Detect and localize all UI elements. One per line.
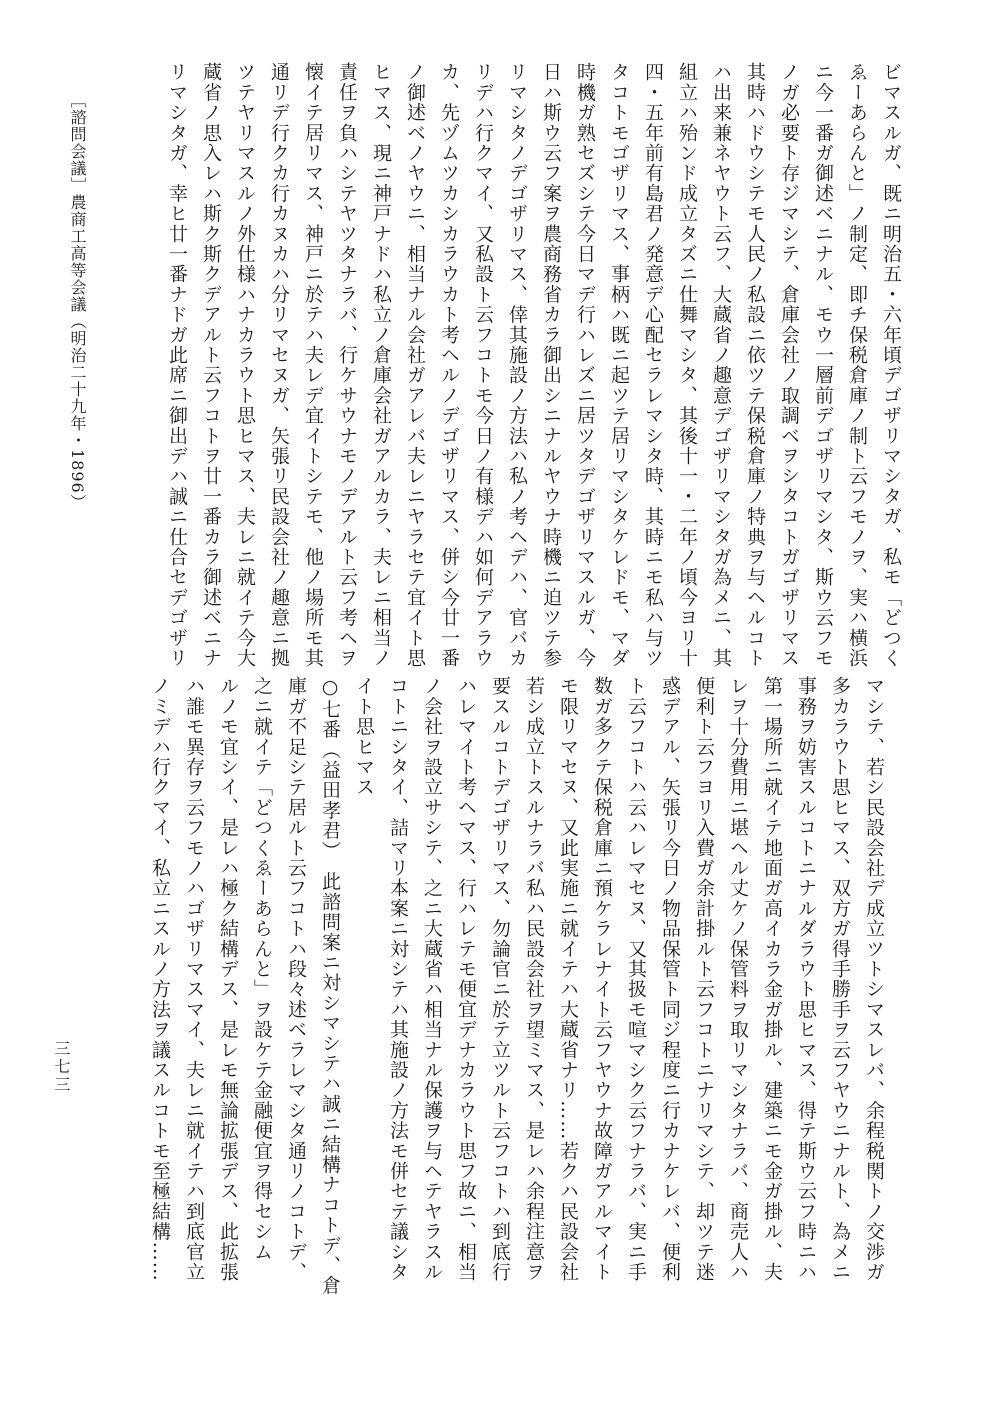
text-line: 多カラウト思ヒマス、双方ガ得手勝手ヲ云フヤウニナルト、為メニ	[829, 676, 851, 1282]
text-line: 四・五年前有島君ノ発意デ心配セラレマシタ時、其時ニモ私ハ与ツ	[642, 62, 664, 668]
running-header	[62, 92, 92, 652]
upper-text-block	[160, 62, 908, 668]
text-line: 其時ハドウシテモ人民ノ私設ニ依ツテ保税倉庫ノ特典ヲ与ヘルコト	[744, 62, 766, 668]
text-line: 数ガ多クテ保税倉庫ニ預ケラレナイト云フヤウナ故障ガアルマイト	[591, 676, 613, 1282]
text-line: 事務ヲ妨害スルコトニナルダラウト思ヒマス、得テ斯ウ云フ時ニハ	[795, 676, 817, 1282]
header-era: （明治二十九年・1896）	[68, 313, 87, 511]
text-line: 蔵省ノ思入レハ斯ク斯クデアルト云フコトヲ廿一番カラ御述ベニナ	[200, 62, 222, 668]
header-title: 農商工高等会議	[68, 194, 87, 313]
text-line: ノミデハ行クマイ、私立ニスルノ方法ヲ議スルコトモ至極結構……	[149, 676, 171, 1282]
section-label: ［諮問会議］	[68, 92, 87, 194]
text-line: 通リデ行クカ行カヌカハ分リマセヌガ、矢張リ民設会社ノ趣意ニ拠	[268, 62, 290, 668]
text-line: 庫ガ不足シテ居ルト云フコトハ段々述ベラレマシタ通リノコトデ、	[285, 676, 307, 1282]
text-line: 懐イテ居リマス、神戸ニ於テハ夫レデ宜イトシテモ、他ノ場所モ其	[302, 62, 324, 668]
text-line: ト云フコトハ云ハレマセヌ、又其扱モ喧マシク云フナラバ、実ニ手	[625, 676, 647, 1282]
text-line: ハレマイト考ヘマス、行ハレテモ便宜デナカラウト思フ故ニ、相当	[455, 676, 477, 1282]
text-line: ルノモ宜シイ、是レハ極ク結構デス、是レモ無論拡張デス、此拡張	[217, 676, 239, 1282]
text-line: イト思ヒマス	[353, 676, 375, 798]
text-line: ニ今一番ガ御述ベニナル、モウ一層前デゴザリマシタ、斯ウ云フモ	[812, 62, 834, 668]
lower-text-block	[143, 676, 891, 1306]
text-line: カ、先ヅムツカシカラウカト考ヘルノデゴザリマス、併シ今廿一番	[438, 62, 460, 668]
text-line: ツテヤリマスルノ外仕様ハナカラウト思ヒマス、夫レニ就イテ今大	[234, 62, 256, 668]
text-line: 若シ成立トスルナラバ私ハ民設会社ヲ望ミマス、是レハ余程注意ヲ	[523, 676, 545, 1282]
text-line: 時機ガ熟セズシテ今日マデ行ハレズニ居ツタデゴザリマスルガ、今	[574, 62, 596, 668]
text-line: 要スルコトデゴザリマス、勿論官ニ於テ立ツルト云フコトハ到底行	[489, 676, 511, 1282]
text-line: ヒマス、現ニ神戸ナドハ私立ノ倉庫会社ガアルカラ、夫レニ相当ノ	[370, 62, 392, 668]
text-line: ハ誰モ異存ヲ云フモノハゴザリマスマイ、夫レニ就イテハ到底官立	[183, 676, 205, 1282]
text-line: ノ会社ヲ設立サシテ、之ニ大蔵省ハ相当ナル保護ヲ与ヘテヤラスル	[421, 676, 443, 1282]
text-line: 組立ハ殆ンド成立タズニ仕舞マシタ、其後十一・二年ノ頃今ヨリ十	[676, 62, 698, 668]
text-line: リデハ行クマイ、又私設ト云フコトモ今日ノ有様デハ如何デアラウ	[472, 62, 494, 668]
text-line: ビマスルガ、既ニ明治五・六年頃デゴザリマシタガ、私モ「どつく	[880, 62, 902, 668]
text-line: 之ニ就イテ「どつくゑーあらんと」ヲ設ケテ金融便宜ヲ得セシム	[251, 676, 273, 1262]
text-line: モ限リマセヌ、又此実施ニ就イテハ大蔵省ナリ……若クハ民設会社	[557, 676, 579, 1282]
text-line: タコトモゴザリマス、事柄ハ既ニ起ツテ居リマシタケレドモ、マダ	[608, 62, 630, 668]
text-line: リマシタガ、幸ヒ廿一番ナドガ此席ニ御出デハ誠ニ仕合セデゴザリ	[166, 62, 188, 668]
text-line: ○七番（益田孝君） 此諮問案ニ対シマシテハ誠ニ結構ナコトデ、倉	[319, 676, 341, 1296]
text-line: 惑デアル、矢張リ今日ノ物品保管ト同ジ程度ニ行カナケレバ、便利	[659, 676, 681, 1282]
text-line: ゑーあらんと」ノ制定、即チ保税倉庫ノ制ト云フモノヲ、実ハ横浜	[846, 62, 868, 668]
text-line: 責任ヲ負ハシテヤツタナラバ、行ケサウナモノデアルト云フ考ヘヲ	[336, 62, 358, 668]
text-line: 第一場所ニ就イテ地面ガ高イカラ金ガ掛ル、建築ニモ金ガ掛ル、夫	[761, 676, 783, 1282]
text-line: コトニシタイ、詰マリ本案ニ対シテハ其施設ノ方法モ併セテ議シタ	[387, 676, 409, 1282]
text-line: ノ御述ベノヤウニ、相当ナル会社ガアレバ夫レニヤラセテ宜イト思	[404, 62, 426, 668]
text-line: ハ出来兼ネヤウト云フ、大蔵省ノ趣意デゴザリマシタガ為メニ、其	[710, 62, 732, 668]
text-line: レヲ十分費用ニ堪ヘル丈ケノ保管料ヲ取リマシタナラバ、商売人ハ	[727, 676, 749, 1282]
text-line: リマシタノデゴザリマス、倖其施設ノ方法ハ私ノ考ヘデハ、官バカ	[506, 62, 528, 668]
text-line: 便利ト云フヨリ入費ガ余計掛ルト云フコトニナリマシテ、却ツテ迷	[693, 676, 715, 1282]
text-line: ノガ必要ト存ジマシテ、倉庫会社ノ取調ベヲシタコトガゴザリマス	[778, 62, 800, 668]
text-line: マシテ、若シ民設会社デ成立ツトシマスレバ、余程税関トノ交渉ガ	[863, 676, 885, 1282]
page-number: 三七三	[52, 1040, 71, 1094]
text-line: 日ハ斯ウ云フ案ヲ農商務省カラ御出シニナルヤウナ時機ニ迫ツテ参	[540, 62, 562, 668]
